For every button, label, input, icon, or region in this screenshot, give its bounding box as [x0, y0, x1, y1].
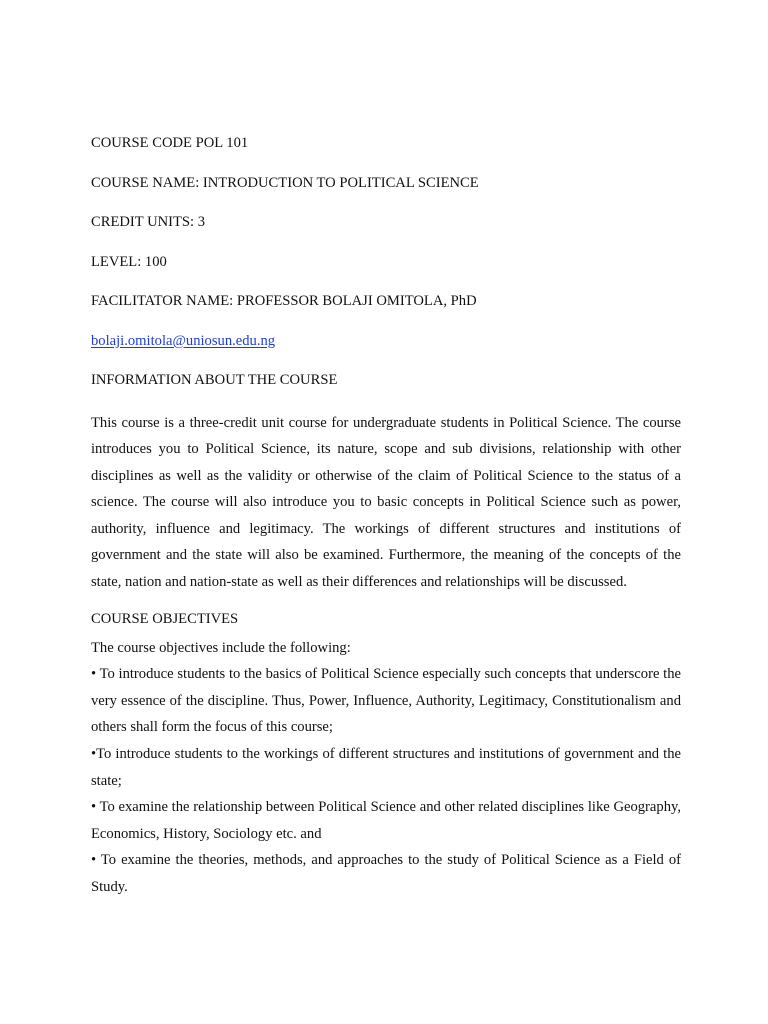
objective-item: • To introduce students to the basics of Political Science especially such concepts that underscore the very essence of the discipline. Thus, Power, Influence, Authority, Legitimacy, Constitutionalism and others shall form the focus of this course; — [91, 666, 681, 736]
facilitator-email-link[interactable]: bolaji.omitola@uniosun.edu.ng — [91, 332, 276, 349]
information-paragraph: This course is a three-credit unit course for undergraduate students in Political Science. The course introduces you to Political Science, its nature, scope and sub divisions, relationship with other disciplines as well as the validity or otherwise of the claim of Political Science to the status of a science. The course will also introduce you to basic concepts in Political Science such as power, authority, influence and legitimacy. The workings of different structures and institutions of government and the state will also be examined. Furthermore, the meaning of the concepts of the state, nation and nation-state as well as their differences and relationships will be discussed. — [91, 414, 681, 591]
facilitator-email-line — [91, 331, 681, 351]
credit-units: CREDIT UNITS: 3 — [91, 214, 206, 230]
document-page — [91, 133, 681, 901]
course-level: LEVEL: 100 — [91, 253, 167, 270]
objective-item: •To introduce students to the workings of different structures and institutions of government and the state; — [91, 746, 681, 789]
objectives-intro: The course objectives include the following: — [91, 639, 351, 656]
facilitator-name: FACILITATOR NAME: PROFESSOR BOLAJI OMITOLA, PhD — [91, 293, 477, 309]
objectives-list — [91, 661, 681, 900]
course-name: COURSE NAME: INTRODUCTION TO POLITICAL SCIENCE — [91, 174, 479, 191]
objective-item: • To examine the theories, methods, and approaches to the study of Political Science as a Field of Study. — [91, 852, 681, 895]
objective-item: • To examine the relationship between Political Science and other related disciplines like Geography, Economics, History, Sociology etc. and — [91, 799, 681, 842]
objectives-heading: COURSE OBJECTIVES — [91, 610, 239, 627]
information-heading: INFORMATION ABOUT THE COURSE — [91, 372, 338, 388]
course-code: COURSE CODE POL 101 — [91, 135, 249, 151]
